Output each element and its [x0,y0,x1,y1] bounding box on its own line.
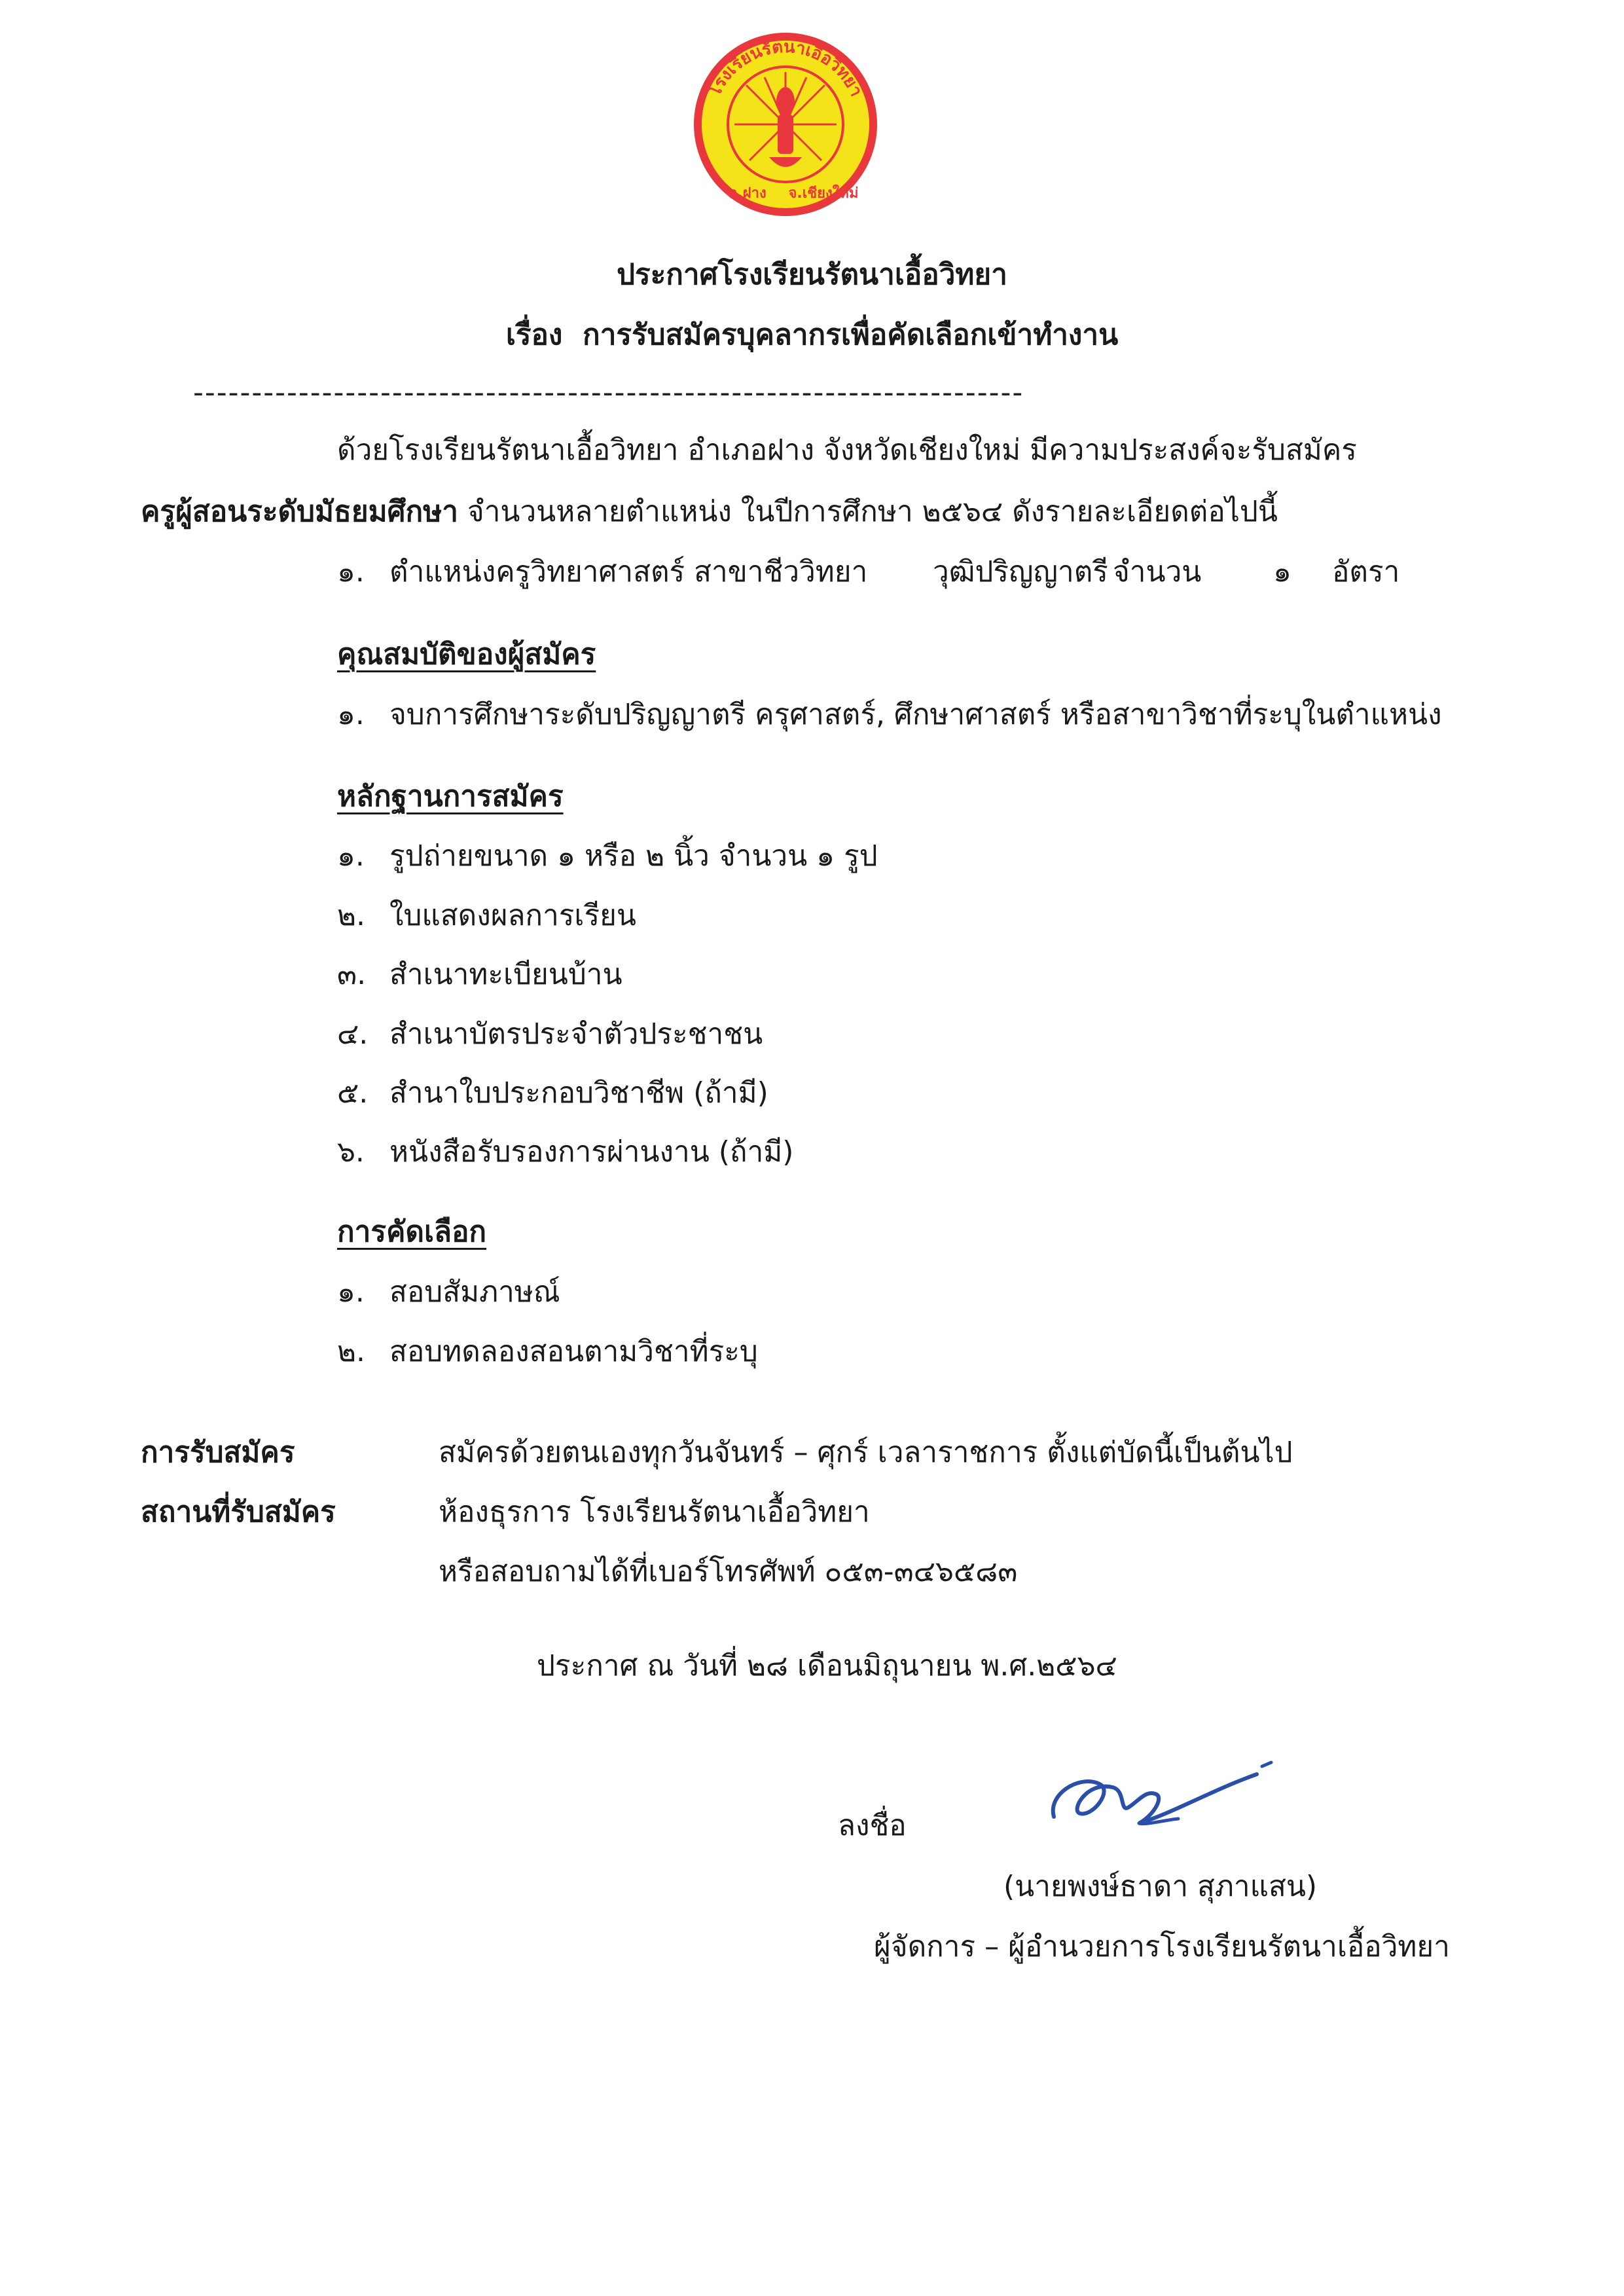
seal-left-text: อ.ฝาง [729,185,767,202]
list-item-num: ๔. [337,1017,369,1051]
sign-label: ลงชื่อ [838,1809,907,1842]
phone-line: หรือสอบถามได้ที่เบอร์โทรศัพท์ ๐๕๓-๓๔๖๕๘๓ [439,1555,1018,1588]
list-item [337,960,623,989]
position-count-label: จำนวน [1113,555,1202,589]
list-item-num: ๕. [337,1076,369,1110]
signer-role: ผู้จัดการ – ผู้อำนวยการโรงเรียนรัตนาเอื้อวิทยา [874,1930,1450,1963]
list-item-num: ๑. [337,839,365,873]
list-item [337,839,878,873]
seal-right-text: จ.เชียงใหม่ [788,185,859,202]
place-value: ห้องธุรการ โรงเรียนรัตนาเอื้อวิทยา [439,1495,870,1529]
list-item-num: ๓. [337,958,367,991]
list-item-text: รูปถ่ายขนาด ๑ หรือ ๒ นิ้ว จำนวน ๑ รูป [389,839,878,873]
position-title: ตำแหน่งครูวิทยาศาสตร์ สาขาชีววิทยา [389,555,868,589]
application-label: การรับสมัคร [141,1436,295,1469]
list-item [337,1017,763,1051]
list-item-num: ๒. [337,1335,365,1368]
position-row [337,555,868,589]
place-label: สถานที่รับสมัคร [141,1495,336,1529]
intro-rest: จำนวนหลายตำแหน่ง ในปีการศึกษา ๒๕๖๔ ดังรายละเอียดต่อไปนี้ [467,495,1278,528]
qualifications-heading: คุณสมบัติของผู้สมัคร [337,638,596,671]
list-item-num: ๒. [337,899,365,932]
list-item-text: สอบสัมภาษณ์ [389,1275,560,1309]
subject-label: เรื่อง [505,318,563,352]
page-title: ประกาศโรงเรียนรัตนาเอื้อวิทยา [617,258,1007,291]
list-item-text: สำเนาบัตรประจำตัวประชาชน [389,1017,763,1051]
list-item-text: หนังสือรับรองการผ่านงาน (ถ้ามี) [389,1135,794,1169]
handwritten-signature [1041,1755,1276,1840]
application-value: สมัครด้วยตนเองทุกวันจันทร์ – ศุกร์ เวลาราชการ ตั้งแต่บัดนี้เป็นต้นไป [439,1436,1293,1469]
position-degree: วุฒิปริญญาตรี [933,555,1108,589]
list-item-text: จบการศึกษาระดับปริญญาตรี ครุศาสตร์, ศึกษาศาสตร์ หรือสาขาวิชาที่ระบุในตำแหน่ง [389,698,1442,731]
list-item-num: ๑. [337,698,365,731]
list-item [337,1135,794,1169]
school-seal-logo [687,26,884,223]
subject-text: การรับสมัครบุคลากรเพื่อคัดเลือกเข้าทำงาน [583,318,1119,352]
selection-heading: การคัดเลือก [337,1215,487,1248]
intro-bold-position: ครูผู้สอนระดับมัธยมศึกษา [141,495,458,528]
position-num: ๑. [337,555,365,589]
list-item [337,899,636,932]
signer-name: (นายพงษ์ธาดา สุภาแสน) [1003,1870,1318,1903]
list-item-num: ๖. [337,1135,365,1169]
list-item [337,1076,768,1110]
seal-top-text: โรงเรียนรัตนาเอื้อวิทยา [704,37,867,100]
list-item [337,1275,560,1309]
separator-line: ----------------------------------------------------------------------- [193,378,1024,407]
intro-line-1: ด้วยโรงเรียนรัตนาเอื้อวิทยา อำเภอฝาง จังหวัดเชียงใหม่ มีความประสงค์จะรับสมัคร [337,433,1357,467]
documents-heading: หลักฐานการสมัคร [337,780,564,813]
list-item-text: สำเนาทะเบียนบ้าน [389,958,623,991]
position-count: ๑ [1273,555,1291,589]
list-item [337,1335,758,1368]
list-item [337,698,1442,731]
list-item-text: ใบแสดงผลการเรียน [389,899,636,932]
intro-line-2 [141,495,1278,528]
position-unit: อัตรา [1332,555,1400,589]
list-item-text: สอบทดลองสอนตามวิชาที่ระบุ [389,1335,758,1368]
subject-line [0,318,1624,352]
list-item-num: ๑. [337,1275,365,1309]
announcement-date: ประกาศ ณ วันที่ ๒๘ เดือนมิถุนายน พ.ศ.๒๕๖๔ [537,1649,1117,1683]
list-item-text: สำนาใบประกอบวิชาชีพ (ถ้ามี) [389,1076,768,1110]
